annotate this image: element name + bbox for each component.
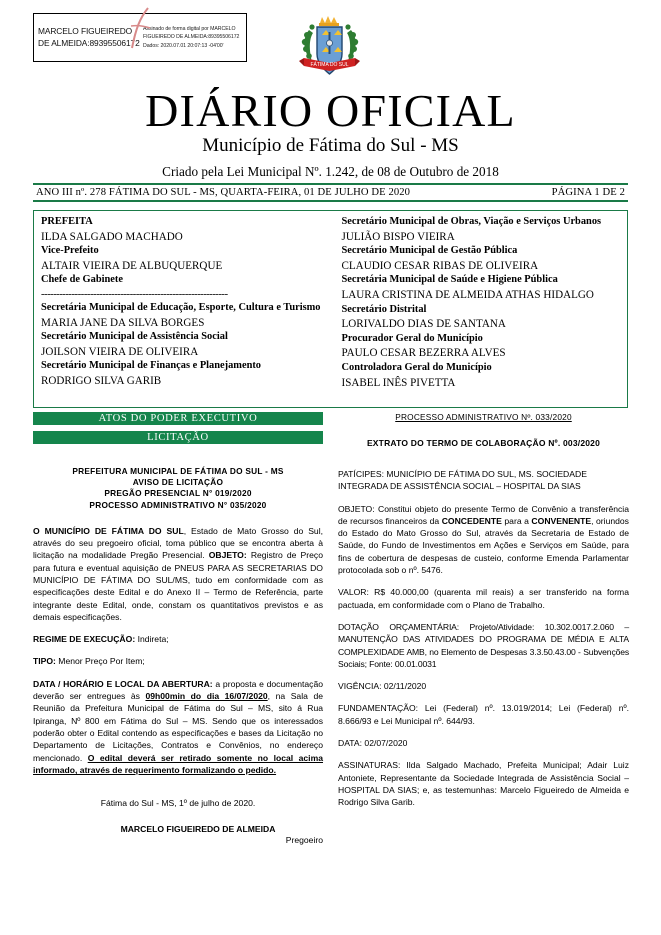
issue-bar: [33, 183, 628, 202]
masthead: [0, 86, 661, 181]
official-name: LORIVALDO DIAS DE SANTANA: [341, 318, 506, 331]
paragraph-text: , Estado de Mato Grosso do Sul, através do seu pregoeiro oficial, toma público que se encontra aberta à licitação na modalidade Pregão Presencial.: [33, 525, 324, 561]
opening-datetime: 09h00min do dia 16/07/2020: [145, 691, 268, 702]
notice-body: [33, 525, 323, 776]
official-role: Controladora Geral do Município: [341, 361, 492, 373]
extract-title: EXTRATO DO TERMO DE COLABORAÇÃO Nº. 003/2020: [366, 438, 601, 448]
paragraph-fundamentacao: FUNDAMENTAÇÃO: Lei (Federal) nº. 13.019/2014; Lei (Federal) nº. 8.666/93 e Lei Municipal nº. 644/93.: [338, 703, 629, 726]
convenente-term: CONVENENTE: [531, 515, 592, 526]
officials-box: [33, 210, 628, 408]
paragraph-participants: PATÍCIPES: MUNICÍPIO DE FÁTIMA DO SUL, MS. SOCIEDADE INTEGRADA DE ASSISTÊNCIA SOCIAL – HOSPITAL DA SIAS: [338, 469, 587, 492]
paragraph-vigencia: VIGÊNCIA: 02/11/2020: [338, 681, 427, 692]
official-name: MARIA JANE DA SILVA BORGES: [41, 316, 205, 329]
paragraph-dotacao: DOTAÇÃO ORÇAMENTÁRIA: Projeto/Atividade: 10.302.0017.2.060 – MANUTENÇÃO DAS ATIVIDADES DO PROGRAMA DE MÉDIA E ALTA COMPLEXIDADE AMB, no Elemento de Despesas 3.3.50.43.00 - Subvenções Sociais; Fonte: 00.01.0031: [338, 621, 629, 669]
official-name: PAULO CESAR BEZERRA ALVES: [341, 347, 506, 360]
edital-retrieval-note: O edital deverá ser retirado somente no local acima informado, através de requerimento formalizando o pedido.: [33, 752, 323, 775]
notice-heading-line: PREGÃO PRESENCIAL N° 019/2020: [104, 488, 252, 499]
masthead-law-line: Criado pela Lei Municipal Nº. 1.242, de 08 de Outubro de 2018: [162, 164, 499, 179]
official-name: LAURA CRISTINA DE ALMEIDA ATHAS HIDALGO: [341, 288, 594, 301]
page-title: DIÁRIO OFICIAL: [145, 85, 516, 136]
official-name: JOILSON VIEIRA DE OLIVEIRA: [41, 345, 199, 358]
regime-value: Indireta;: [135, 634, 169, 645]
official-role: Procurador Geral do Município: [341, 332, 483, 344]
paragraph-data: DATA: 02/07/2020: [338, 738, 408, 749]
official-role: Secretário Distrital: [341, 303, 427, 315]
official-role: Secretário Municipal de Assistência Social: [41, 331, 228, 343]
tipo-value: Menor Preço Por Item;: [55, 656, 145, 667]
signatory-role: Pregoeiro: [285, 835, 323, 846]
official-name: ALTAIR VIEIRA DE ALBUQUERQUE: [41, 259, 223, 272]
right-column: [338, 412, 629, 809]
extract-body: [338, 468, 629, 809]
notice-heading: [33, 466, 323, 511]
masthead-subtitle: Município de Fátima do Sul - MS: [202, 135, 459, 156]
tipo-label: TIPO:: [33, 656, 56, 667]
paragraph-object: [33, 525, 323, 623]
paragraph-text: OBJETO: Constitui objeto do presente Termo de Convênio a transferência de recursos financeiros da: [338, 503, 629, 526]
official-role: Secretário Municipal de Obras, Viação e Serviços Urbanos: [341, 216, 602, 227]
signature-details: Assinado de forma digital por MARCELO FIGUEIREDO DE ALMEIDA:89395506172 Dados: 2020.07.01 20:07:13 -04'00': [143, 26, 240, 49]
official-name: CLAUDIO CESAR RIBAS DE OLIVEIRA: [341, 259, 539, 272]
section-band-executive: ATOS DO PODER EXECUTIVO: [33, 412, 323, 425]
paragraph-text: , oriundos do Estado do Mato Grosso do Sul, através da Secretaria de Estado de Saúde, do Fundo de Investimentos em Ações e Serviços em Saúde, para fins de cobertura de despesas de custeio, conforme Emenda Parlamentar protocolada sob o nº. 5476.: [338, 515, 629, 576]
objeto-label: OBJETO:: [208, 550, 247, 561]
official-role: PREFEITA: [41, 216, 93, 227]
official-name: JULIÃO BISPO VIEIRA: [341, 230, 455, 243]
section-band-bidding: LICITAÇÃO: [33, 431, 323, 444]
paragraph-text: Registro de Preço para futura e eventual aquisição de PNEUS PARA AS SECRETARIAS DO MUNICÍPIO DE FÁTIMA DO SUL/MS, tudo em conformidade com as especificações deste Edital e do Anexo II – Termo de Referência, parte integrante deste Edital, onde, constam os quantitativos previstos e as demais especificações.: [33, 550, 323, 622]
signature-city-date: Fátima do Sul - MS, 1º de julho de 2020.: [100, 798, 256, 809]
paragraph-text: , na Sala de Reunião da Prefeitura Municipal de Fátima do Sul – MS, sito á Rua Ipiranga, Nº 800 em Fátima do Sul – MS. Sendo que os interessados poderão obter o Edital contendo as especificações e bases da Licitação no Departamento de Licitações, Contratos e Convênios, no endereço mencionado.: [33, 691, 324, 763]
official-role: Secretário Municipal de Gestão Pública: [341, 245, 518, 257]
svg-text:FÁTIMA DO SUL: FÁTIMA DO SUL: [310, 62, 349, 68]
left-column: [33, 412, 323, 845]
official-role: Secretária Municipal de Educação, Esporte, Cultura e Turismo: [41, 301, 321, 313]
signatory-name: MARCELO FIGUEIREDO DE ALMEIDA: [120, 824, 276, 835]
paragraph-regime: [33, 633, 323, 645]
official-role: Vice-Prefeito: [41, 245, 99, 257]
concedente-term: CONCEDENTE: [441, 515, 502, 526]
paragraph-tipo: [33, 655, 323, 667]
paragraph-date-place: [33, 678, 323, 776]
regime-label: REGIME DE EXECUÇÃO:: [33, 634, 136, 645]
official-role: Chefe de Gabinete: [41, 274, 123, 286]
notice-heading-line: PROCESSO ADMINISTRATIVO N° 035/2020: [89, 499, 267, 510]
officials-column-right: [331, 211, 628, 407]
official-name: ISABEL INÊS PIVETTA: [341, 376, 456, 389]
officials-column-left: [34, 211, 331, 407]
notice-heading-line: PREFEITURA MUNICIPAL DE FÁTIMA DO SUL - MS: [72, 466, 284, 476]
date-label: DATA / HORÁRIO E LOCAL DA ABERTURA:: [33, 678, 213, 689]
paragraph-text: para a: [501, 515, 532, 526]
official-name: ILDA SALGADO MACHADO: [41, 230, 183, 243]
process-number: PROCESSO ADMINISTRATIVO Nº. 033/2020: [395, 412, 572, 422]
issue-info: ANO III nº. 278 FÁTIMA DO SUL - MS, QUARTA-FEIRA, 01 DE JULHO DE 2020: [36, 187, 411, 198]
signature-name: MARCELO FIGUEIREDO DE ALMEIDA:89395506172: [38, 25, 140, 48]
officials-separator: -------------------------------------------------------------: [41, 288, 228, 300]
official-role: Secretário Municipal de Finanças e Planejamento: [41, 360, 262, 372]
paragraph-text: a proposta e documentação deverão ser entregues às: [33, 678, 324, 702]
paragraph-objeto: [338, 503, 629, 577]
digital-signature-stamp: [33, 13, 247, 62]
official-name: RODRIGO SILVA GARIB: [41, 374, 162, 387]
official-role: Secretária Municipal de Saúde e Higiene Pública: [341, 274, 558, 286]
notice-heading-line: AVISO DE LICITAÇÃO: [132, 477, 224, 488]
page-number: PÁGINA 1 DE 2: [551, 187, 625, 198]
municipality-lead: O MUNICÍPIO DE FÁTIMA DO SUL: [33, 525, 184, 536]
coat-of-arms-icon: [296, 14, 364, 88]
paragraph-valor: VALOR: R$ 40.000,00 (quarenta mil reais) a ser transferido na forma pactuada, em conformidade com o Plano de Trabalho.: [338, 587, 629, 610]
paragraph-assinaturas: ASSINATURAS: Ilda Salgado Machado, Prefeita Municipal; Adair Luiz Antoniete, Representante da Sociedade Integrada de Assistência Social – HOSPITAL DA SIAS; e, as testemunhas: Marcelo Figueiredo de Almeida e Rodrigo Silva Garib.: [338, 760, 629, 808]
